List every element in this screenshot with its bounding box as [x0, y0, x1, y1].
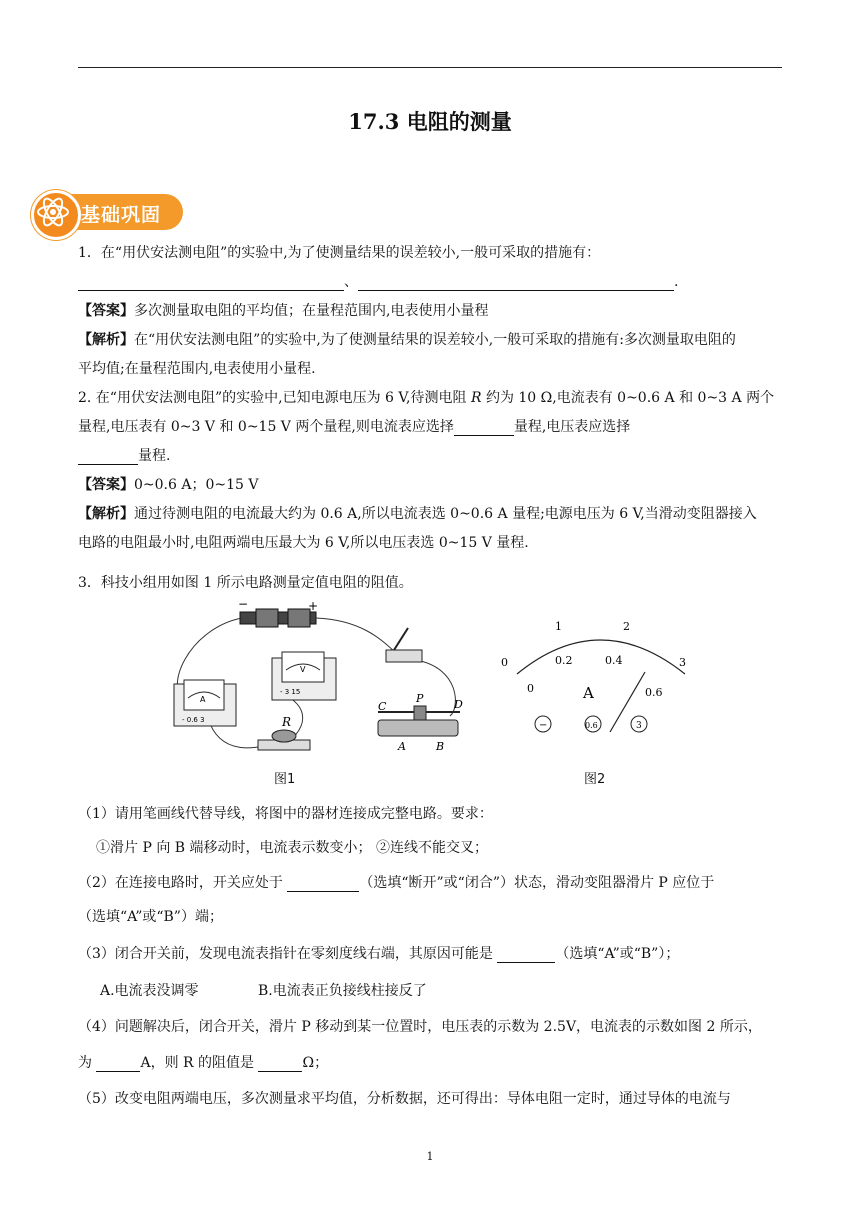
scale-top-0: 0 — [501, 656, 508, 669]
q2-analysis — [78, 503, 782, 523]
voltmeter — [272, 652, 336, 700]
q1-end: . — [674, 274, 679, 290]
q2-text-c: 量程,电压表有 0~3 V 和 0~15 V 两个量程,则电流表应选择 — [78, 419, 454, 435]
battery-plus-label: + — [308, 599, 319, 613]
battery-minus-label: − — [238, 598, 249, 611]
q3-p2-blank-1[interactable] — [287, 875, 359, 892]
rheostat — [378, 692, 463, 753]
badge-label: 基础巩固 — [81, 204, 162, 226]
q3-p4-text-d: Ω； — [302, 1055, 329, 1071]
q2-answer-text: 0~0.6 A；0~15 V — [134, 477, 259, 493]
q1-analysis-text: 在“用伏安法测电阻”的实验中,为了使测量结果的误差较小,一般可采取的措施有:多次测量取电阻的 — [134, 332, 736, 348]
q2-text-b: 约为 10 Ω,电流表有 0~0.6 A 和 0~3 A 两个 — [481, 390, 775, 406]
q2-text-a: 2. 在“用伏安法测电阻”的实验中,已知电源电压为 6 V,待测电阻 — [78, 390, 471, 406]
circuit-figures — [160, 598, 720, 788]
scale-top-1: 1 — [555, 620, 562, 633]
q2-line-3 — [78, 445, 782, 465]
switch — [386, 628, 422, 662]
voltmeter-terminals: - 3 15 — [280, 688, 301, 696]
q3-part-1-req: ①滑片 P 向 B 端移动时，电流表示数变小； ②连线不能交叉； — [96, 840, 488, 856]
q3-p3-blank[interactable] — [497, 946, 555, 963]
terminal-negative-label: − — [539, 720, 548, 731]
scale-bottom-0: 0 — [527, 682, 534, 695]
q2-analysis-cont: 电路的电阻最小时,电阻两端电压最大为 6 V,所以电压表选 0~15 V 量程. — [78, 535, 529, 551]
q2-text-d: 量程,电压表应选择 — [513, 419, 631, 435]
terminal-b-label: B — [436, 740, 445, 753]
scale-bottom-0-4: 0.4 — [605, 654, 623, 667]
q3-part-4-cont — [78, 1052, 782, 1072]
wire — [316, 618, 396, 653]
r-symbol: R — [470, 390, 482, 406]
q3-part-3 — [78, 943, 782, 963]
scale-bottom-0-2: 0.2 — [555, 654, 573, 667]
figure-2-caption: 图2 — [584, 772, 606, 787]
terminal-c-label: C — [378, 700, 387, 713]
q2-answer — [78, 474, 782, 494]
q1-answer — [78, 300, 782, 320]
q2-line-1 — [78, 387, 782, 407]
q3-option-a: A.电流表没调零 — [100, 983, 199, 999]
q3-p3-text-b: （选填“A”或“B”）； — [555, 946, 680, 962]
atom-icon — [31, 190, 81, 240]
q1-answer-text: 多次测量取电阻的平均值；在量程范围内,电表使用小量程 — [134, 303, 489, 319]
dial-arc — [517, 640, 685, 674]
terminal-a-label: A — [398, 740, 406, 753]
q1-analysis — [78, 329, 782, 349]
slider-p-label: P — [416, 692, 424, 705]
q3-p4-text-b: 为 — [78, 1055, 97, 1071]
scale-top-3: 3 — [679, 656, 686, 669]
q3-p3-text-a: （3）闭合开关前，发现电流表指针在零刻度线右端，其原因可能是 — [78, 946, 498, 962]
unit-label: A — [583, 684, 594, 702]
q1-blanks — [78, 271, 782, 291]
q3-p4-blank-1[interactable] — [96, 1055, 140, 1072]
terminal-d-label: D — [454, 698, 463, 711]
q1-blank-2[interactable] — [358, 274, 674, 291]
figure-2-ammeter-dial — [495, 616, 705, 776]
q3-option-b: B.电流表正负接线柱接反了 — [258, 983, 427, 999]
scale-top-2: 2 — [623, 620, 630, 633]
q3-p4-text-c: A，则 R 的阻值是 — [140, 1055, 259, 1071]
analysis-tag: 【解析】 — [78, 506, 134, 522]
section-badge — [31, 190, 183, 234]
q1-blank-1[interactable] — [78, 274, 344, 291]
q3-p2-text-b: （选填“断开”或“闭合”）状态，滑动变阻器滑片 P 应位于 — [359, 875, 715, 891]
q3-p4-blank-2[interactable] — [258, 1055, 302, 1072]
q3-part-5: （5）改变电阻两端电压，多次测量求平均值，分析数据，还可得出：导体电阻一定时，通过导体的电流与 — [78, 1091, 731, 1107]
q2-analysis-text: 通过待测电阻的电流最大约为 0.6 A,所以电流表选 0~0.6 A 量程;电源电压为 6 V,当滑动变阻器接入 — [134, 506, 757, 522]
header-rule — [78, 67, 782, 68]
ammeter-label: A — [200, 695, 206, 704]
q3-part-2-cont: （选填“A”或“B”）端； — [78, 909, 223, 925]
q1-analysis-cont: 平均值;在量程范围内,电表使用小量程. — [78, 361, 316, 377]
q1-stem: 1．在“用伏安法测电阻”的实验中,为了使测量结果的误差较小,一般可采取的措施有： — [78, 245, 601, 261]
figure-1-caption: 图1 — [274, 772, 296, 787]
q3-stem: 3．科技小组用如图 1 所示电路测量定值电阻的阻值。 — [78, 575, 413, 591]
q3-p2-text-a: （2）在连接电路时，开关应处于 — [78, 875, 288, 891]
q2-blank-1[interactable] — [454, 419, 514, 436]
ammeter-terminals: - 0.6 3 — [182, 716, 205, 724]
terminal-3-label: 3 — [636, 721, 642, 731]
q2-blank-2[interactable] — [78, 448, 138, 465]
q3-part-2 — [78, 872, 782, 892]
answer-tag: 【答案】 — [78, 303, 134, 319]
page-number: 1 — [426, 1150, 434, 1163]
voltmeter-label: V — [300, 665, 306, 674]
terminal-0-6-label: 0.6 — [585, 721, 598, 730]
q2-line-2 — [78, 416, 782, 436]
ammeter — [174, 680, 236, 726]
page-title: 17.3 电阻的测量 — [348, 109, 512, 134]
answer-tag: 【答案】 — [78, 477, 134, 493]
scale-bottom-0-6: 0.6 — [645, 686, 663, 699]
q3-part-1: （1）请用笔画线代替导线，将图中的器材连接成完整电路。要求： — [78, 806, 493, 822]
q1-separator: 、 — [344, 274, 358, 290]
analysis-tag: 【解析】 — [78, 332, 134, 348]
q3-part-4: （4）问题解决后，闭合开关，滑片 P 移动到某一位置时，电压表的示数为 2.5V，电流表的示数如图 2 所示， — [78, 1019, 762, 1035]
q2-text-e: 量程. — [138, 448, 171, 464]
resistor-label: R — [282, 715, 292, 729]
